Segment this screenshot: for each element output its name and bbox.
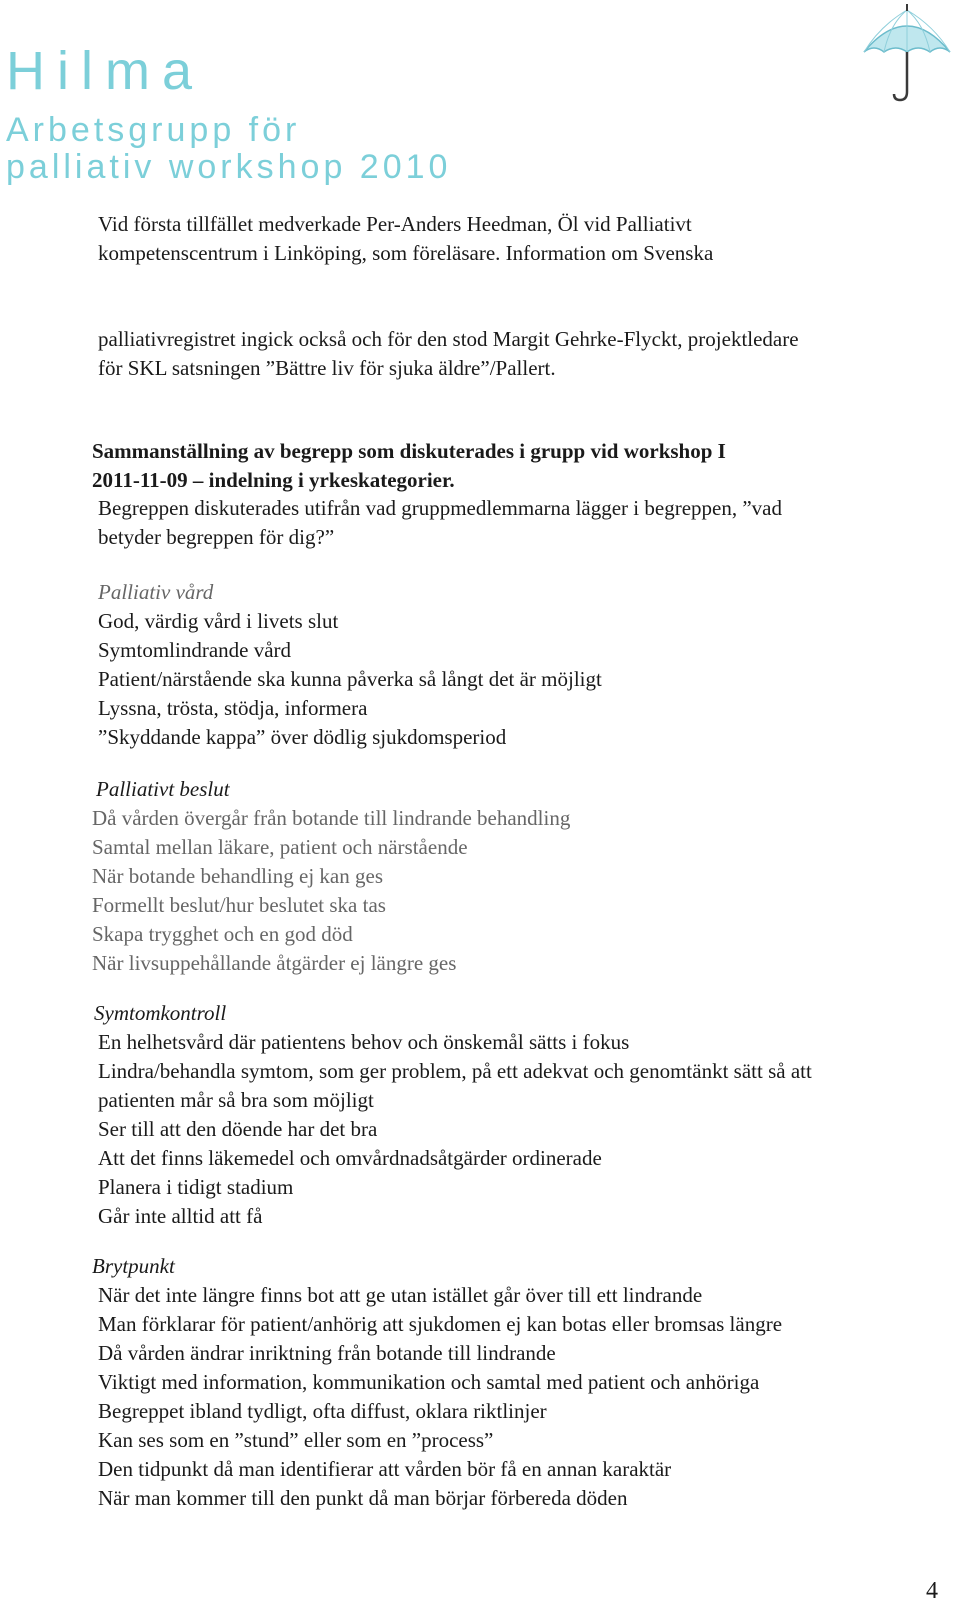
- document-title: Hilma: [6, 41, 205, 101]
- section-symtomkontroll: [94, 999, 928, 1231]
- list-item: Begreppet ibland tydligt, ofta diffust, oklara riktlinjer: [98, 1399, 547, 1423]
- list-item: En helhetsvård där patientens behov och önskemål sätts i fokus: [98, 1030, 630, 1054]
- umbrella-icon: [860, 4, 954, 104]
- list-item: Då vården övergår från botande till lindrande behandling: [92, 806, 571, 830]
- list-item: När man kommer till den punkt då man börjar förbereda döden: [98, 1486, 628, 1510]
- list-item: När livsuppehållande åtgärder ej längre ges: [92, 951, 457, 975]
- list-item: Lindra/behandla symtom, som ger problem, på ett adekvat och genomtänkt sätt så att: [98, 1059, 812, 1083]
- section-palliativ-vard: [98, 578, 928, 752]
- list-item: Formellt beslut/hur beslutet ska tas: [92, 893, 386, 917]
- list-item: Samtal mellan läkare, patient och närstående: [92, 835, 468, 859]
- list-item: Kan ses som en ”stund” eller som en ”process”: [98, 1428, 494, 1452]
- list-item: Skapa trygghet och en god död: [92, 922, 353, 946]
- list-item: patienten mår så bra som möjligt: [98, 1088, 374, 1112]
- list-item: Viktigt med information, kommunikation och samtal med patient och anhöriga: [98, 1370, 760, 1394]
- list-item: Lyssna, trösta, stödja, informera: [98, 696, 368, 720]
- intro-paragraph-continued: [98, 325, 928, 383]
- list-item: När botande behandling ej kan ges: [92, 864, 383, 888]
- summary-text-line-1: Begreppen diskuterades utifrån vad gruppmedlemmarna lägger i begreppen, ”vad: [98, 496, 782, 520]
- list-item: God, värdig vård i livets slut: [98, 609, 339, 633]
- intro-line-2: kompetenscentrum i Linköping, som föreläsare. Information om Svenska: [98, 241, 714, 265]
- section-heading: Palliativ vård: [98, 580, 214, 604]
- intro-line-3: palliativregistret ingick också och för den stod Margit Gehrke-Flyckt, projektledare: [98, 327, 799, 351]
- intro-line-4: för SKL satsningen ”Bättre liv för sjuka äldre”/Pallert.: [98, 356, 556, 380]
- intro-paragraph: [98, 210, 928, 268]
- summary-heading: [92, 437, 922, 495]
- list-item: Planera i tidigt stadium: [98, 1175, 294, 1199]
- list-item: Symtomlindrande vård: [98, 638, 292, 662]
- page-number: 4: [926, 1578, 938, 1604]
- list-item: Den tidpunkt då man identifierar att vården bör få en annan karaktär: [98, 1457, 672, 1481]
- document-subtitle: [6, 112, 451, 186]
- section-brytpunkt: [92, 1252, 928, 1513]
- summary-heading-line-2: 2011-11-09 – indelning i yrkeskategorier.: [92, 468, 455, 492]
- summary-text: [98, 494, 928, 552]
- section-heading: Brytpunkt: [92, 1254, 175, 1278]
- subtitle-line-2: palliativ workshop 2010: [6, 148, 452, 186]
- subtitle-line-1: Arbetsgrupp för: [6, 111, 301, 149]
- list-item: Går inte alltid att få: [98, 1204, 263, 1228]
- section-palliativt-beslut: [92, 775, 922, 978]
- list-item: Då vården ändrar inriktning från botande till lindrande: [98, 1341, 556, 1365]
- intro-line-1: Vid första tillfället medverkade Per-Anders Heedman, Öl vid Palliativt: [98, 212, 692, 236]
- summary-text-line-2: betyder begreppen för dig?”: [98, 525, 335, 549]
- list-item: Ser till att den döende har det bra: [98, 1117, 378, 1141]
- list-item: ”Skyddande kappa” över dödlig sjukdomsperiod: [98, 725, 507, 749]
- list-item: Patient/närstående ska kunna påverka så långt det är möjligt: [98, 667, 602, 691]
- section-heading: Symtomkontroll: [94, 1001, 227, 1025]
- list-item: När det inte längre finns bot att ge utan istället går över till ett lindrande: [98, 1283, 703, 1307]
- list-item: Att det finns läkemedel och omvårdnadsåtgärder ordinerade: [98, 1146, 602, 1170]
- section-heading: Palliativt beslut: [96, 777, 230, 801]
- list-item: Man förklarar för patient/anhörig att sjukdomen ej kan botas eller bromsas längre: [98, 1312, 783, 1336]
- summary-heading-line-1: Sammanställning av begrepp som diskuterades i grupp vid workshop I: [92, 439, 726, 463]
